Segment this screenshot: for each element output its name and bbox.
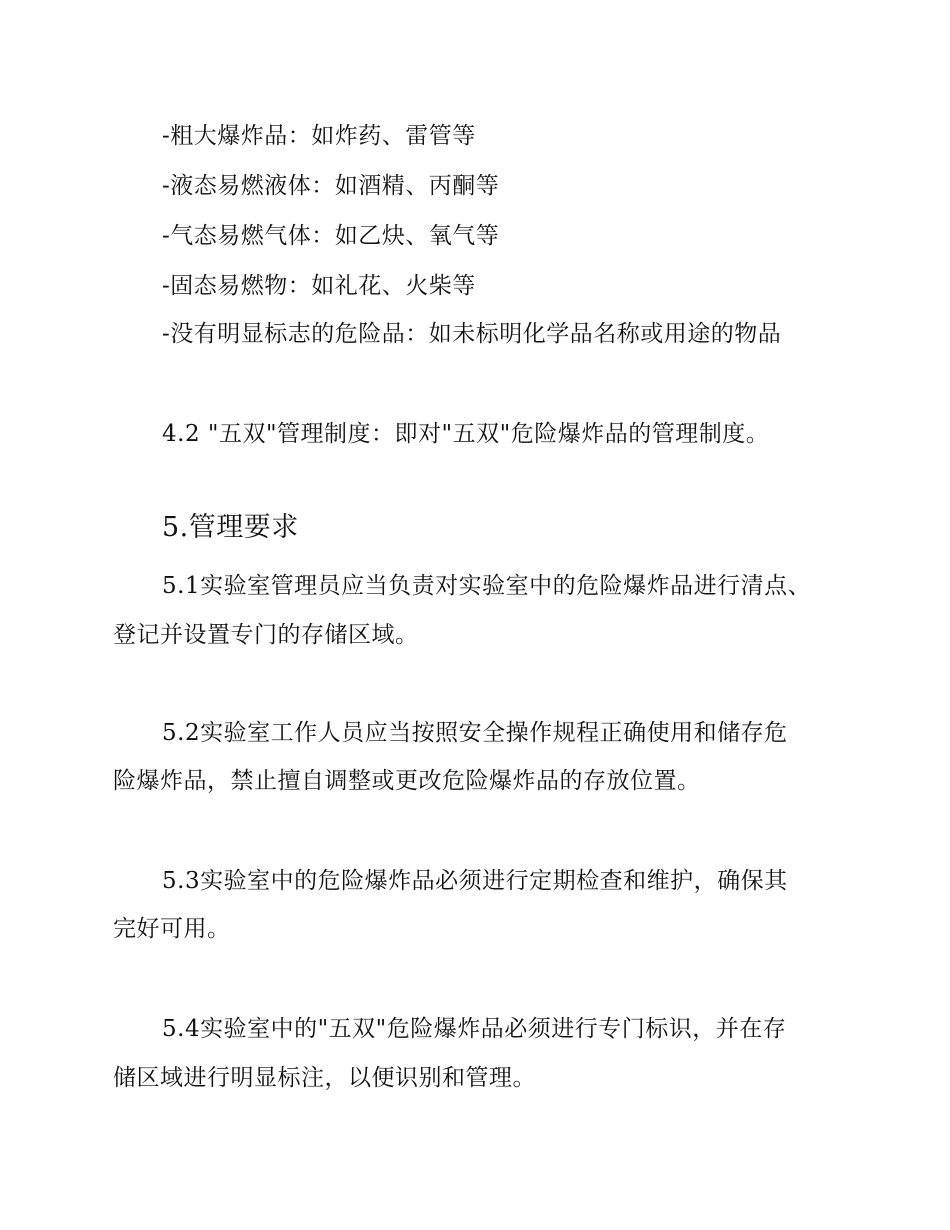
list-item-flammable-liquids: -液态易燃液体：如酒精、丙酮等 [162, 173, 500, 199]
list-item-explosives: -粗大爆炸品：如炸药、雷管等 [162, 123, 476, 149]
section-5-heading: 5.管理要求 [162, 512, 299, 543]
paragraph-5-4-line-2: 储区域进行明显标注，以便识别和管理。 [113, 1065, 536, 1091]
paragraph-5-2-line-1: 5.2实验室工作人员应当按照安全操作规程正确使用和储存危 [162, 720, 788, 746]
paragraph-5-3-line-1: 5.3实验室中的危险爆炸品必须进行定期检查和维护，确保其 [162, 868, 788, 894]
list-item-flammable-solids: -固态易燃物：如礼花、火柴等 [162, 273, 476, 299]
paragraph-5-1-line-2: 登记并设置专门的存储区域。 [113, 622, 419, 648]
list-item-flammable-gases: -气态易燃气体：如乙炔、氧气等 [162, 223, 500, 249]
paragraph-5-3-line-2: 完好可用。 [113, 916, 231, 942]
list-item-unmarked-hazards: -没有明显标志的危险品：如未标明化学品名称或用途的物品 [162, 321, 782, 347]
paragraph-5-1-line-1: 5.1实验室管理员应当负责对实验室中的危险爆炸品进行清点、 [162, 573, 812, 599]
definition-4-2: 4.2 "五双"管理制度：即对"五双"危险爆炸品的管理制度。 [162, 421, 770, 447]
paragraph-5-4-line-1: 5.4实验室中的"五双"危险爆炸品必须进行专门标识，并在存 [162, 1016, 787, 1042]
paragraph-5-2-line-2: 险爆炸品，禁止擅自调整或更改危险爆炸品的存放位置。 [113, 768, 701, 794]
